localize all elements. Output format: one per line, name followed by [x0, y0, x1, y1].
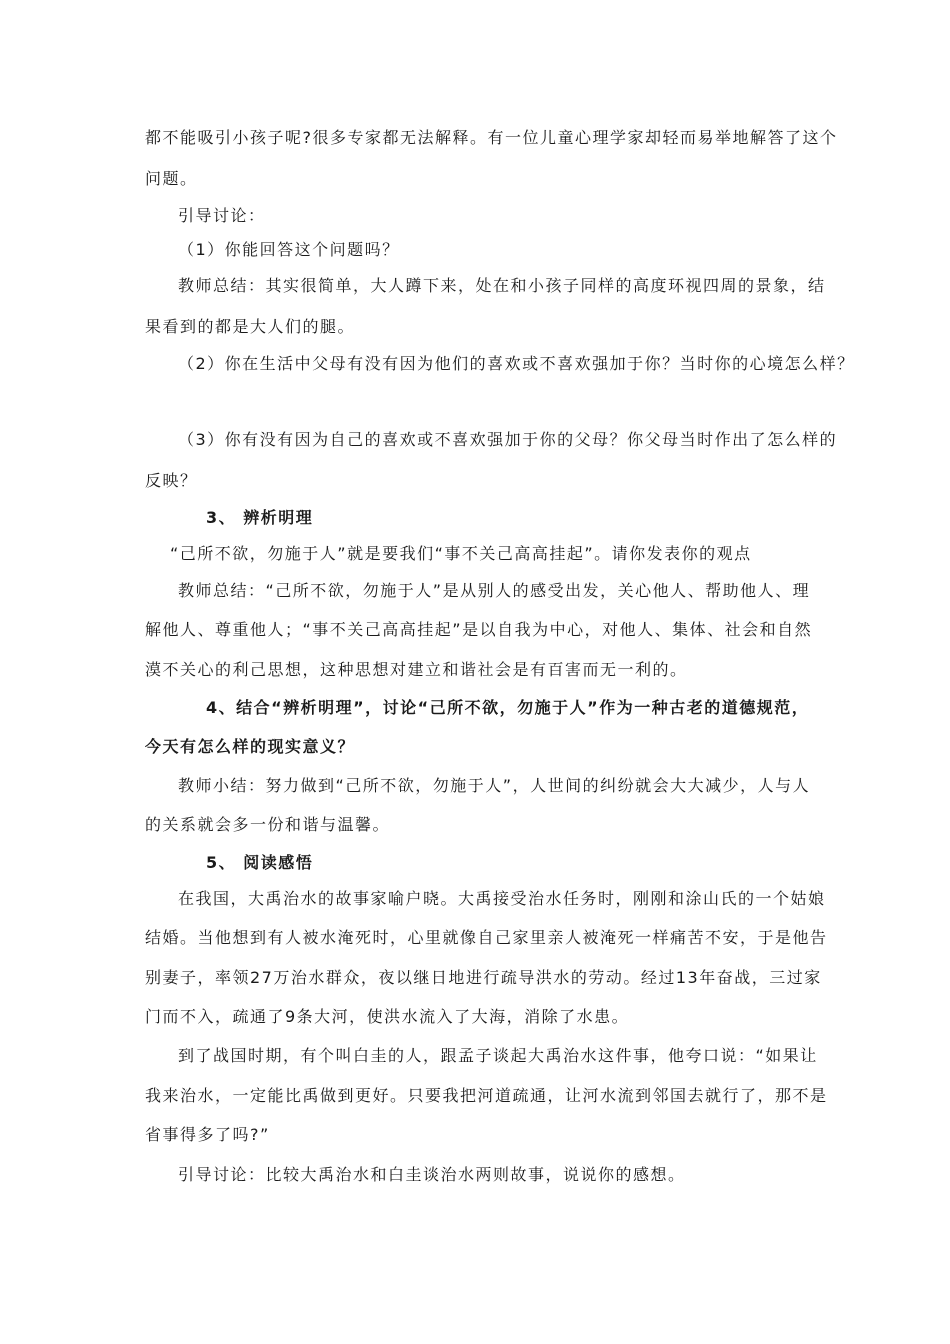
text-line: 引导讨论：比较大禹治水和白圭谈治水两则故事，说说你的感想。 [178, 1165, 686, 1184]
text-line: 教师小结：努力做到“己所不欲，勿施于人”，人世间的纠纷就会大大减少，人与人 [178, 776, 811, 795]
text-line: 在我国，大禹治水的故事家喻户晓。大禹接受治水任务时，刚刚和涂山氏的一个姑娘 [178, 889, 826, 908]
text-line: 别妻子，率领27万治水群众，夜以继日地进行疏导洪水的劳动。经过13年奋战，三过家 [145, 968, 822, 987]
text-line: （3）你有没有因为自己的喜欢或不喜欢强加于你的父母？你父母当时作出了怎么样的 [178, 430, 838, 449]
text-line: （1）你能回答这个问题吗？ [178, 240, 400, 259]
text-line: 结婚。当他想到有人被水淹死时，心里就像自己家里亲人被淹死一样痛苦不安，于是他告 [145, 928, 828, 947]
text-line: 都不能吸引小孩子呢?很多专家都无法解释。有一位儿童心理学家却轻而易举地解答了这个 [145, 128, 838, 147]
text-line: 教师总结：其实很简单，大人蹲下来，处在和小孩子同样的高度环视四周的景象，结 [178, 276, 826, 295]
text-line: “己所不欲，勿施于人”就是要我们“事不关己高高挂起”。请你发表你的观点 [170, 544, 752, 563]
text-line: 我来治水，一定能比禹做到更好。只要我把河道疏通，让河水流到邻国去就行了，那不是 [145, 1086, 828, 1105]
text-line: 漠不关心的利己思想，这种思想对建立和谐社会是有百害而无一利的。 [145, 660, 688, 679]
text-line: （2）你在生活中父母有没有因为他们的喜欢或不喜欢强加于你？当时你的心境怎么样？ [178, 354, 855, 373]
section-heading: 5、 阅读感悟 [206, 853, 314, 872]
text-line: 果看到的都是大人们的腿。 [145, 317, 356, 336]
text-line: 引导讨论： [178, 206, 266, 225]
section-heading: 3、 辨析明理 [206, 508, 314, 527]
text-line: 的关系就会多一份和谐与温馨。 [145, 815, 391, 834]
text-line: 门而不入，疏通了9条大河，使洪水流入了大海，消除了水患。 [145, 1007, 630, 1026]
text-line: 解他人、尊重他人；“事不关己高高挂起”是以自我为中心，对他人、集体、社会和自然 [145, 620, 813, 639]
section-heading: 今天有怎么样的现实意义？ [145, 737, 356, 756]
section-heading: 4、结合“辨析明理”，讨论“己所不欲，勿施于人”作为一种古老的道德规范， [206, 698, 810, 717]
text-line: 省事得多了吗?” [145, 1125, 270, 1144]
text-line: 到了战国时期，有个叫白圭的人，跟孟子谈起大禹治水这件事，他夸口说：“如果让 [178, 1046, 818, 1065]
text-line: 问题。 [145, 169, 198, 188]
text-line: 教师总结：“己所不欲，勿施于人”是从别人的感受出发，关心他人、帮助他人、理 [178, 581, 811, 600]
text-line: 反映？ [145, 471, 198, 490]
